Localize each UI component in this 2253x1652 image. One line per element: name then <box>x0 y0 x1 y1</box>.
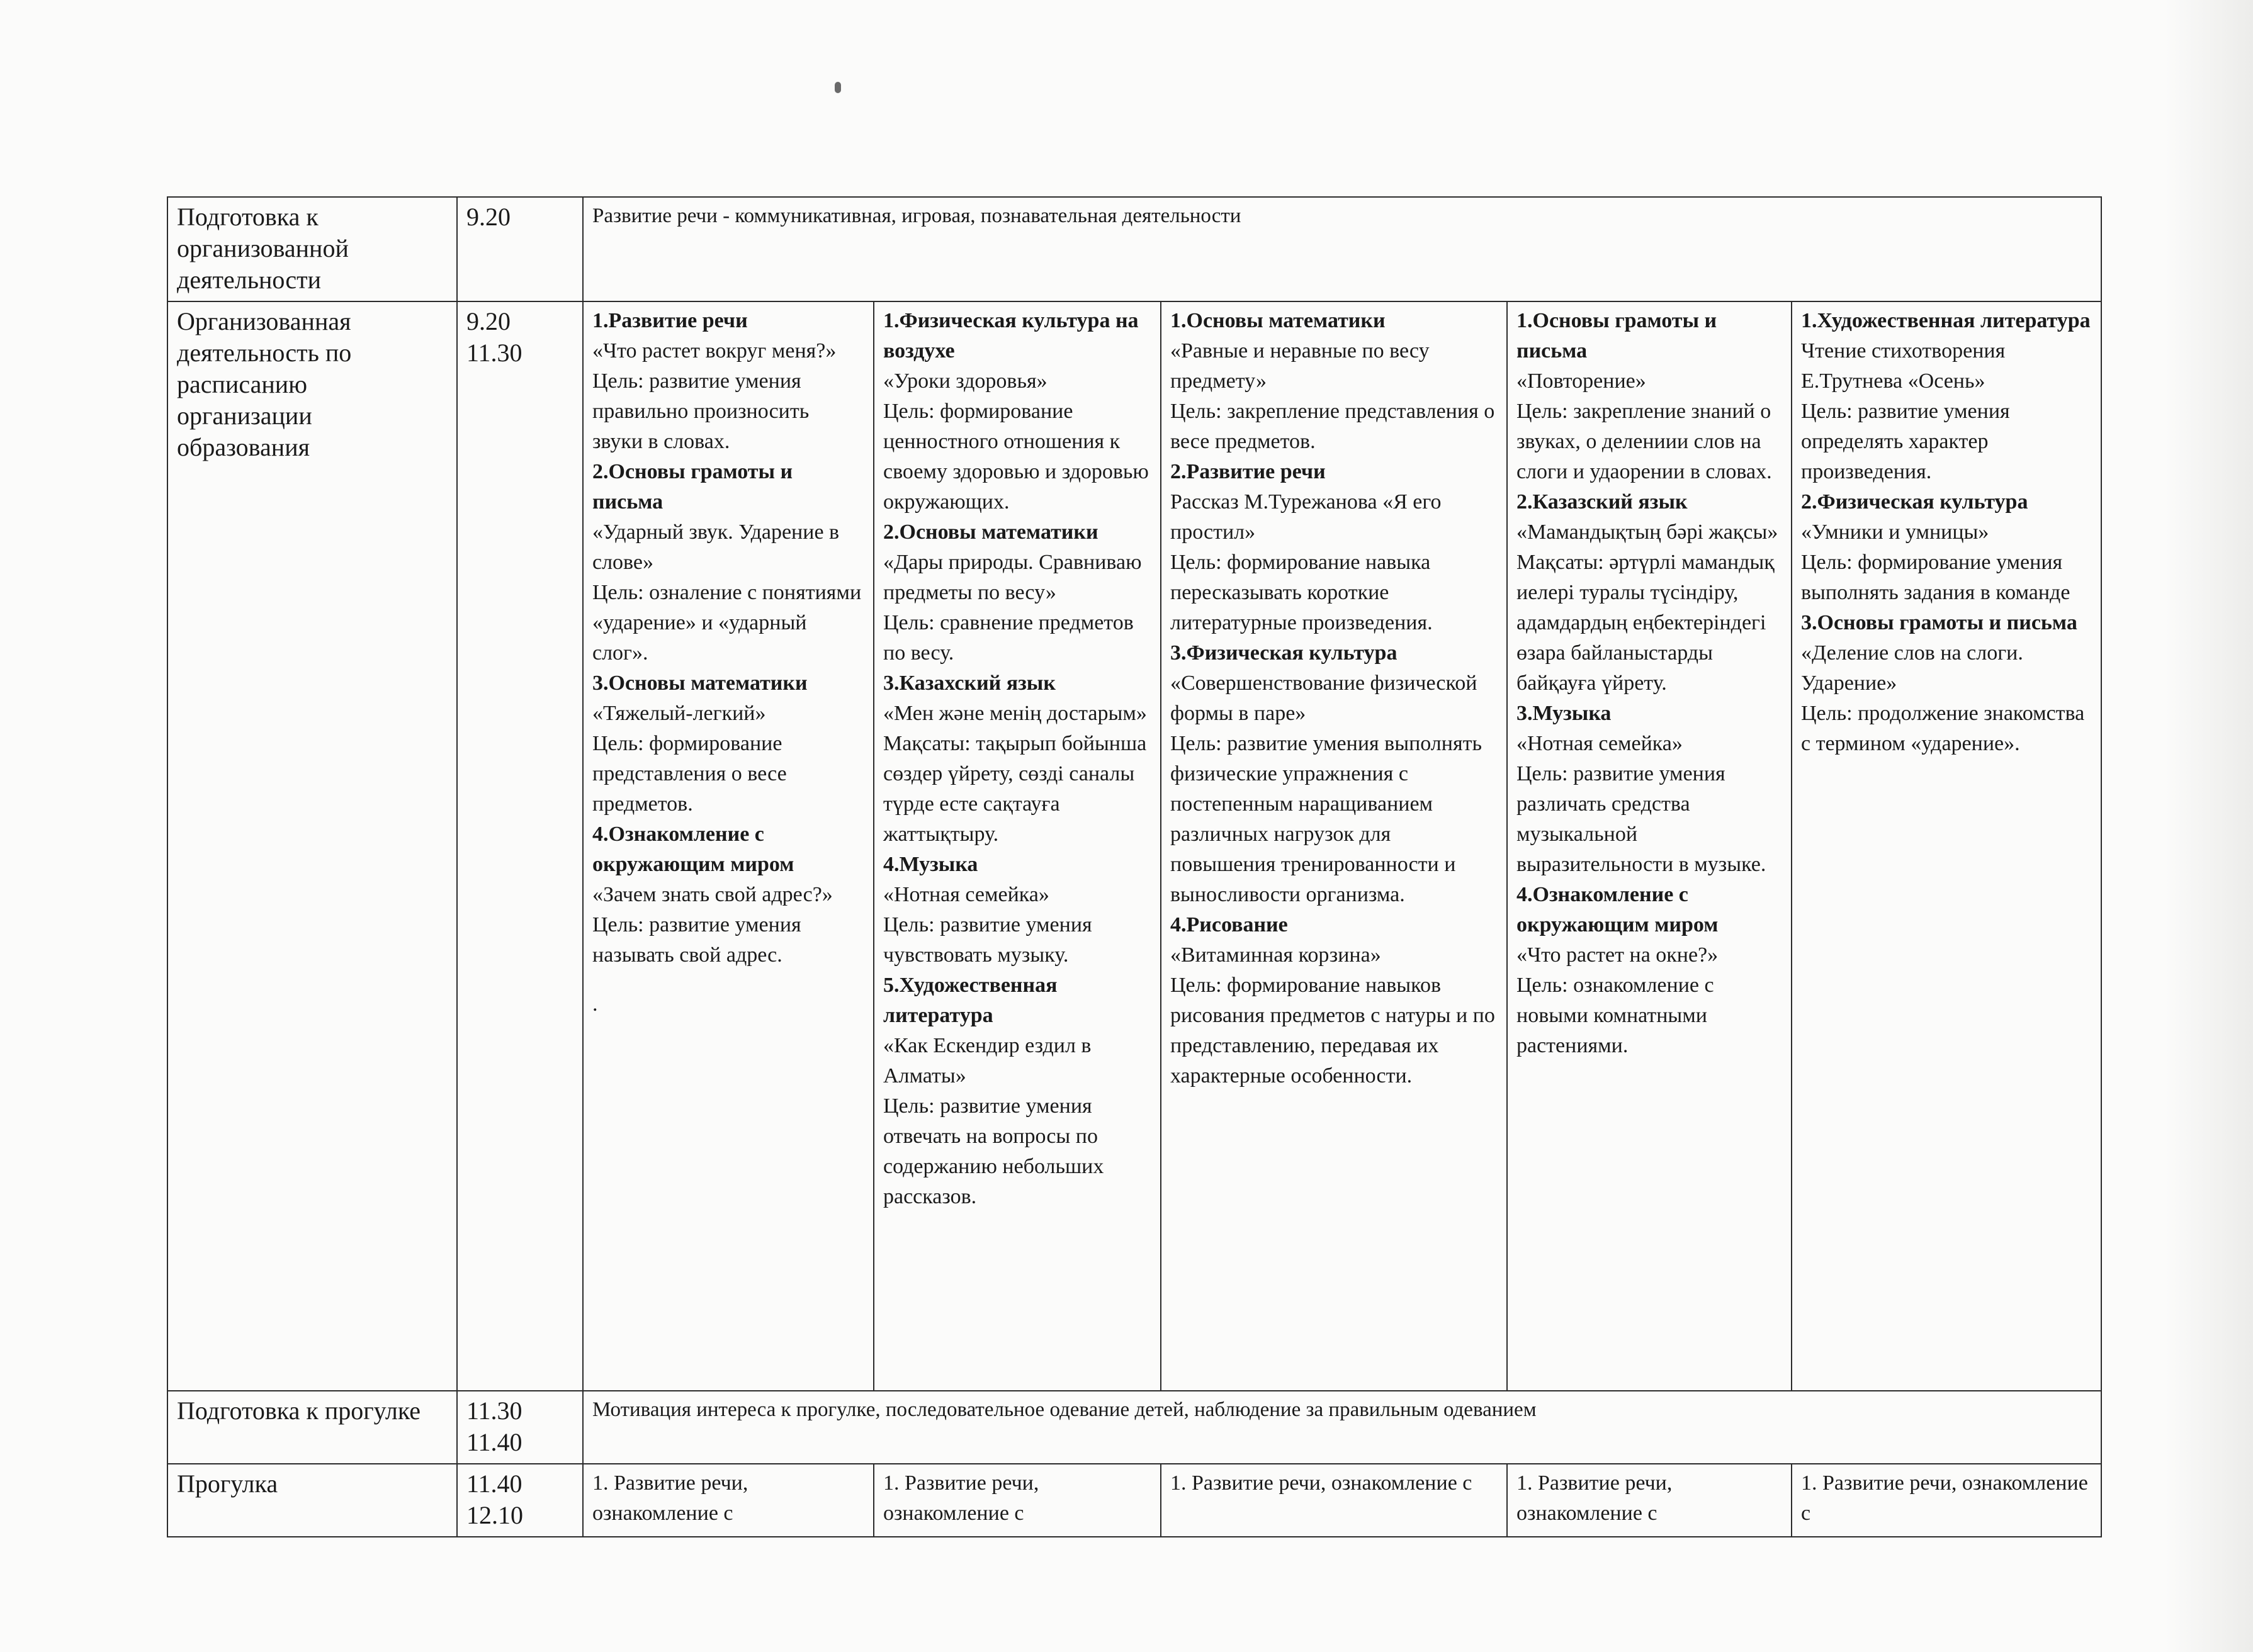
activity-title: 5.Художественная литература <box>883 974 1058 1027</box>
row-time <box>457 197 583 301</box>
time-end: 12.10 <box>466 1501 523 1529</box>
walk-cell-1: 1. Развитие речи, ознакомление с <box>583 1464 874 1537</box>
activity-goal: Цель: ознакомление с новыми комнатными растениями. <box>1516 974 1714 1057</box>
activity-entry <box>1801 608 2092 759</box>
activity-entry <box>1516 487 1782 699</box>
activity-title: 3.Музыка <box>1516 702 1612 725</box>
activity-topic: «Мен және менің достарым» <box>883 702 1147 725</box>
activity-topic: «Что растет на окне?» <box>1516 943 1719 967</box>
activity-goal: Цель: формирование навыков рисования предметов с натуры и по представлению, передавая их характерные особенности. <box>1170 974 1495 1087</box>
activity-goal: Цель: развитие умения называть свой адрес. <box>592 913 801 967</box>
activity-goal: Цель: развитие умения чувствовать музыку. <box>883 913 1092 967</box>
activity-title: 3.Физическая культура <box>1170 641 1398 665</box>
activity-goal: Цель: формирование навыка пересказывать короткие литературные произведения. <box>1170 551 1433 634</box>
row-preparation <box>167 197 2101 301</box>
day-cell-4 <box>1507 301 1792 1391</box>
activity-title: 2.Физическая культура <box>1801 490 2028 514</box>
activity-title: 4.Музыка <box>883 853 978 876</box>
activity-topic: «Как Ескендир ездил в Алматы» <box>883 1034 1092 1087</box>
activity-title: 4.Ознакомление с окружающим миром <box>1516 883 1719 936</box>
activity-entry <box>1170 638 1498 910</box>
walk-cell-4: 1. Развитие речи, ознакомление с <box>1507 1464 1792 1537</box>
row-walk-preparation <box>167 1391 2101 1464</box>
activity-entry <box>1801 487 2092 608</box>
activity-topic: «Витаминная корзина» <box>1170 943 1381 967</box>
walk-cell-2: 1. Развитие речи, ознакомление с <box>874 1464 1161 1537</box>
activity-entry <box>592 457 864 668</box>
activity-entry <box>1170 910 1498 1091</box>
time-start: 11.30 <box>466 1396 522 1425</box>
activity-title: 4.Рисование <box>1170 913 1288 936</box>
activity-topic: «Нотная семейка» <box>883 883 1049 906</box>
activity-goal: Цель: закрепление представления о весе предметов. <box>1170 400 1495 453</box>
activity-topic: «Что растет вокруг меня?» <box>592 339 837 362</box>
activity-title: 2.Развитие речи <box>1170 460 1326 483</box>
activity-goal: Цель: формирование ценностного отношения к своему здоровью и здоровью окружающих. <box>883 400 1149 514</box>
time-start: 9.20 <box>466 203 511 231</box>
row-walk <box>167 1464 2101 1537</box>
activity-title: 1.Художественная литература <box>1801 309 2091 332</box>
row-organized-activity <box>167 301 2101 1391</box>
row-time <box>457 1464 583 1537</box>
activity-goal: Цель: продолжение знакомства с термином «ударение». <box>1801 702 2085 755</box>
activity-goal: Цель: развитие умения правильно произносить звуки в словах. <box>592 369 810 453</box>
activity-title: 2.Основы математики <box>883 520 1098 544</box>
activity-title: 4.Ознакомление с окружающим миром <box>592 823 794 876</box>
activity-goal: Цель: развитие умения определять характер произведения. <box>1801 400 2010 483</box>
activity-goal: Цель: развитие умения отвечать на вопросы по содержанию небольших рассказов. <box>883 1094 1104 1208</box>
activity-topic: «Тяжелый-легкий» <box>592 702 766 725</box>
activity-topic: «Умники и умницы» <box>1801 520 1989 544</box>
activity-title: 1.Основы грамоты и письма <box>1516 309 1717 362</box>
scan-speck <box>835 82 841 93</box>
activity-title: 1.Основы математики <box>1170 309 1386 332</box>
activity-title: 3.Основы математики <box>592 671 808 695</box>
activity-goal: Мақсаты: әртүрлі мамандық иелері туралы түсіндіру, адамдардың еңбектеріндегі өзара байланыстарды байқауға үйрету. <box>1516 551 1775 695</box>
page-edge-shadow <box>2165 0 2253 1652</box>
row-time <box>457 301 583 1391</box>
activity-topic: Рассказ М.Турежанова «Я его простил» <box>1170 490 1442 544</box>
activity-entry <box>1516 306 1782 487</box>
activity-title: 3.Основы грамоты и письма <box>1801 611 2077 634</box>
activity-entry <box>1516 880 1782 1061</box>
walk-cell-5: 1. Развитие речи, ознакомление с <box>1792 1464 2101 1537</box>
walk-cell-3: 1. Развитие речи, ознакомление с <box>1161 1464 1507 1537</box>
activity-entry <box>592 668 864 819</box>
day-cell-5 <box>1792 301 2101 1391</box>
schedule-table <box>167 196 2102 1537</box>
activity-title: 1.Физическая культура на воздухе <box>883 309 1139 362</box>
row-label: Прогулка <box>167 1464 457 1537</box>
activity-goal: Цель: формирование представления о весе предметов. <box>592 732 787 816</box>
day-cell-3 <box>1161 301 1507 1391</box>
activity-title: 1.Развитие речи <box>592 309 748 332</box>
row-label: Подготовка к организованной деятельности <box>167 197 457 301</box>
day-cell-2 <box>874 301 1161 1391</box>
activity-goal: Цель: озналение с понятиями «ударение» и «ударный слог». <box>592 581 862 665</box>
activity-goal: Цель: закрепление знаний о звуках, о делениии слов на слоги и удаорении в словах. <box>1516 400 1772 483</box>
row-note: Развитие речи - коммуникативная, игровая, познавательная деятельности <box>583 197 2101 301</box>
activity-topic: «Равные и неравные по весу предмету» <box>1170 339 1430 393</box>
time-start: 9.20 <box>466 307 511 335</box>
activity-goal: Цель: сравнение предметов по весу. <box>883 611 1134 665</box>
activity-topic: «Мамандықтың бәрі жақсы» <box>1516 520 1778 544</box>
time-end: 11.30 <box>466 339 522 367</box>
activity-topic: «Ударный звук. Ударение в слове» <box>592 520 840 574</box>
trailing-mark: . <box>592 992 598 1016</box>
row-time <box>457 1391 583 1464</box>
activity-title: 3.Казахский язык <box>883 671 1056 695</box>
activity-entry <box>883 306 1151 517</box>
row-label: Подготовка к прогулке <box>167 1391 457 1464</box>
activity-entry <box>1170 457 1498 638</box>
activity-entry <box>1170 306 1498 457</box>
activity-topic: «Повторение» <box>1516 369 1646 393</box>
activity-topic: «Совершенствование физической формы в паре» <box>1170 671 1477 725</box>
activity-goal: Цель: развитие умения выполнять физические упражнения с постепенным наращиванием различных нагрузок для повышения тренированности и выносливости организма. <box>1170 732 1482 906</box>
activity-goal: Цель: развитие умения различать средства музыкальной выразительности в музыке. <box>1516 762 1766 876</box>
activity-goal: Мақсаты: тақырып бойынша сөздер үйрету, сөзді саналы түрде есте сақтауға жаттықтыру. <box>883 732 1147 846</box>
activity-topic: «Нотная семейка» <box>1516 732 1683 755</box>
activity-entry <box>592 306 864 457</box>
activity-topic: «Дары природы. Сравниваю предметы по весу» <box>883 551 1142 604</box>
activity-entry <box>1801 306 2092 487</box>
activity-goal: Цель: формирование умения выполнять задания в команде <box>1801 551 2070 604</box>
activity-entry <box>883 970 1151 1212</box>
activity-topic: «Деление слов на слоги. Ударение» <box>1801 641 2023 695</box>
activity-title: 2.Основы грамоты и письма <box>592 460 793 514</box>
row-label: Организованная деятельность по расписанию организации образования <box>167 301 457 1391</box>
day-cell-1 <box>583 301 874 1391</box>
activity-topic: Чтение стихотворения Е.Трутнева «Осень» <box>1801 339 2006 393</box>
activity-title: 2.Казазский язык <box>1516 490 1688 514</box>
activity-topic: «Зачем знать свой адрес?» <box>592 883 833 906</box>
activity-entry <box>1516 699 1782 880</box>
row-note: Мотивация интереса к прогулке, последовательное одевание детей, наблюдение за правильным одеванием <box>583 1391 2101 1464</box>
activity-entry <box>883 517 1151 668</box>
time-start: 11.40 <box>466 1469 522 1498</box>
activity-topic: «Уроки здоровья» <box>883 369 1047 393</box>
time-end: 11.40 <box>466 1428 522 1456</box>
activity-entry <box>592 819 864 970</box>
activity-entry <box>883 850 1151 970</box>
activity-entry <box>883 668 1151 850</box>
